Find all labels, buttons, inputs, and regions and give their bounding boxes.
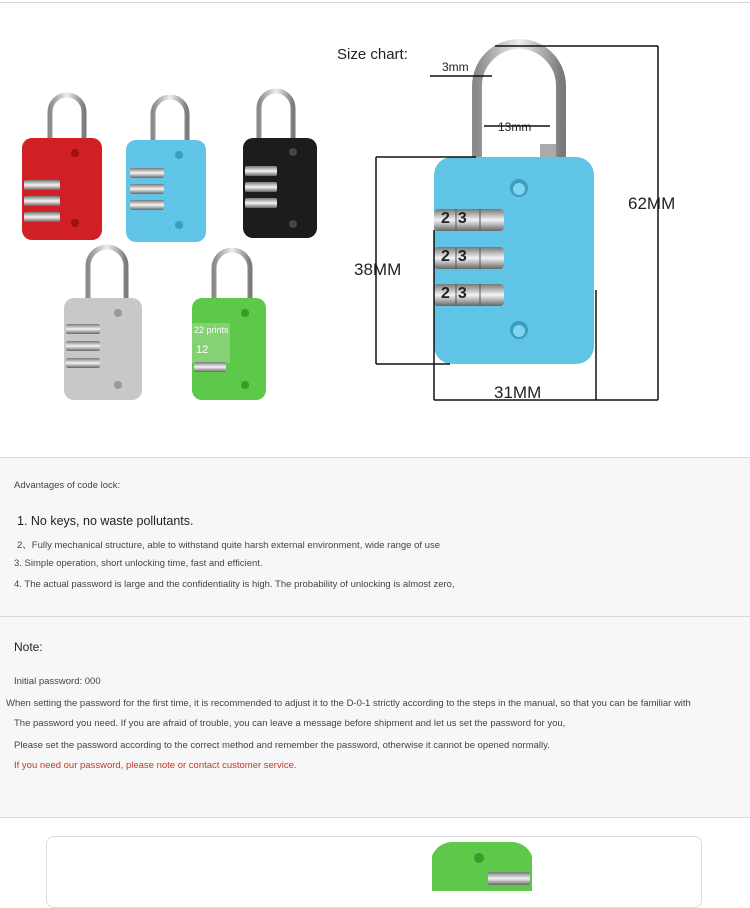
red-lock (22, 95, 102, 240)
note-line-1: Initial password: 000 (14, 676, 101, 687)
black-lock (243, 91, 317, 238)
product-image (0, 0, 750, 450)
dial-row-3: 23 (441, 285, 475, 302)
note-heading: Note: (14, 640, 43, 654)
note-line-4: Please set the password according to the correct method and remember the password, otherwise it cannot be opened normally. (14, 740, 550, 751)
advantage-item-4: 4. The actual password is large and the confidentiality is high. The probability of unlocking is almost zero, (14, 579, 455, 590)
note-line-2: When setting the password for the first time, it is recommended to adjust it to the D-0-1 strictly according to the steps in the manual, so that you can be familiar with (6, 698, 691, 709)
dial-row-2: 23 (441, 248, 475, 265)
note-bottom-divider (0, 817, 750, 818)
green-lock-prints: 22 prints (194, 325, 229, 335)
note-line-3: The password you need. If you are afraid of trouble, you can leave a message before shipment and let us set the password for you, (14, 718, 566, 729)
shackle-width-label: 13mm (498, 120, 532, 134)
size-chart-lock (434, 44, 594, 364)
advantages-heading: Advantages of code lock: (14, 480, 121, 491)
note-top-divider (0, 616, 750, 617)
note-section (0, 617, 750, 817)
blue-lock (126, 97, 206, 242)
height-label: 62MM (628, 194, 676, 213)
dial-row-1: 23 (441, 210, 475, 227)
body-height-label: 38MM (354, 260, 402, 279)
bottom-lock-image (0, 836, 750, 891)
advantage-item-1: 1. No keys, no waste pollutants. (17, 514, 194, 528)
size-chart-title: Size chart: (337, 46, 408, 63)
note-highlight: If you need our password, please note or contact customer service. (14, 760, 297, 771)
green-lock-number: 12 (196, 344, 209, 356)
advantage-item-3: 3. Simple operation, short unlocking time, fast and efficient. (14, 558, 263, 569)
advantage-item-2: 2、Fully mechanical structure, able to withstand quite harsh external environment, wide range of use (17, 540, 440, 551)
width-label: 31MM (494, 383, 542, 402)
silver-lock (64, 247, 142, 400)
shackle-thickness-label: 3mm (442, 60, 469, 74)
advantages-top-divider (0, 457, 750, 458)
